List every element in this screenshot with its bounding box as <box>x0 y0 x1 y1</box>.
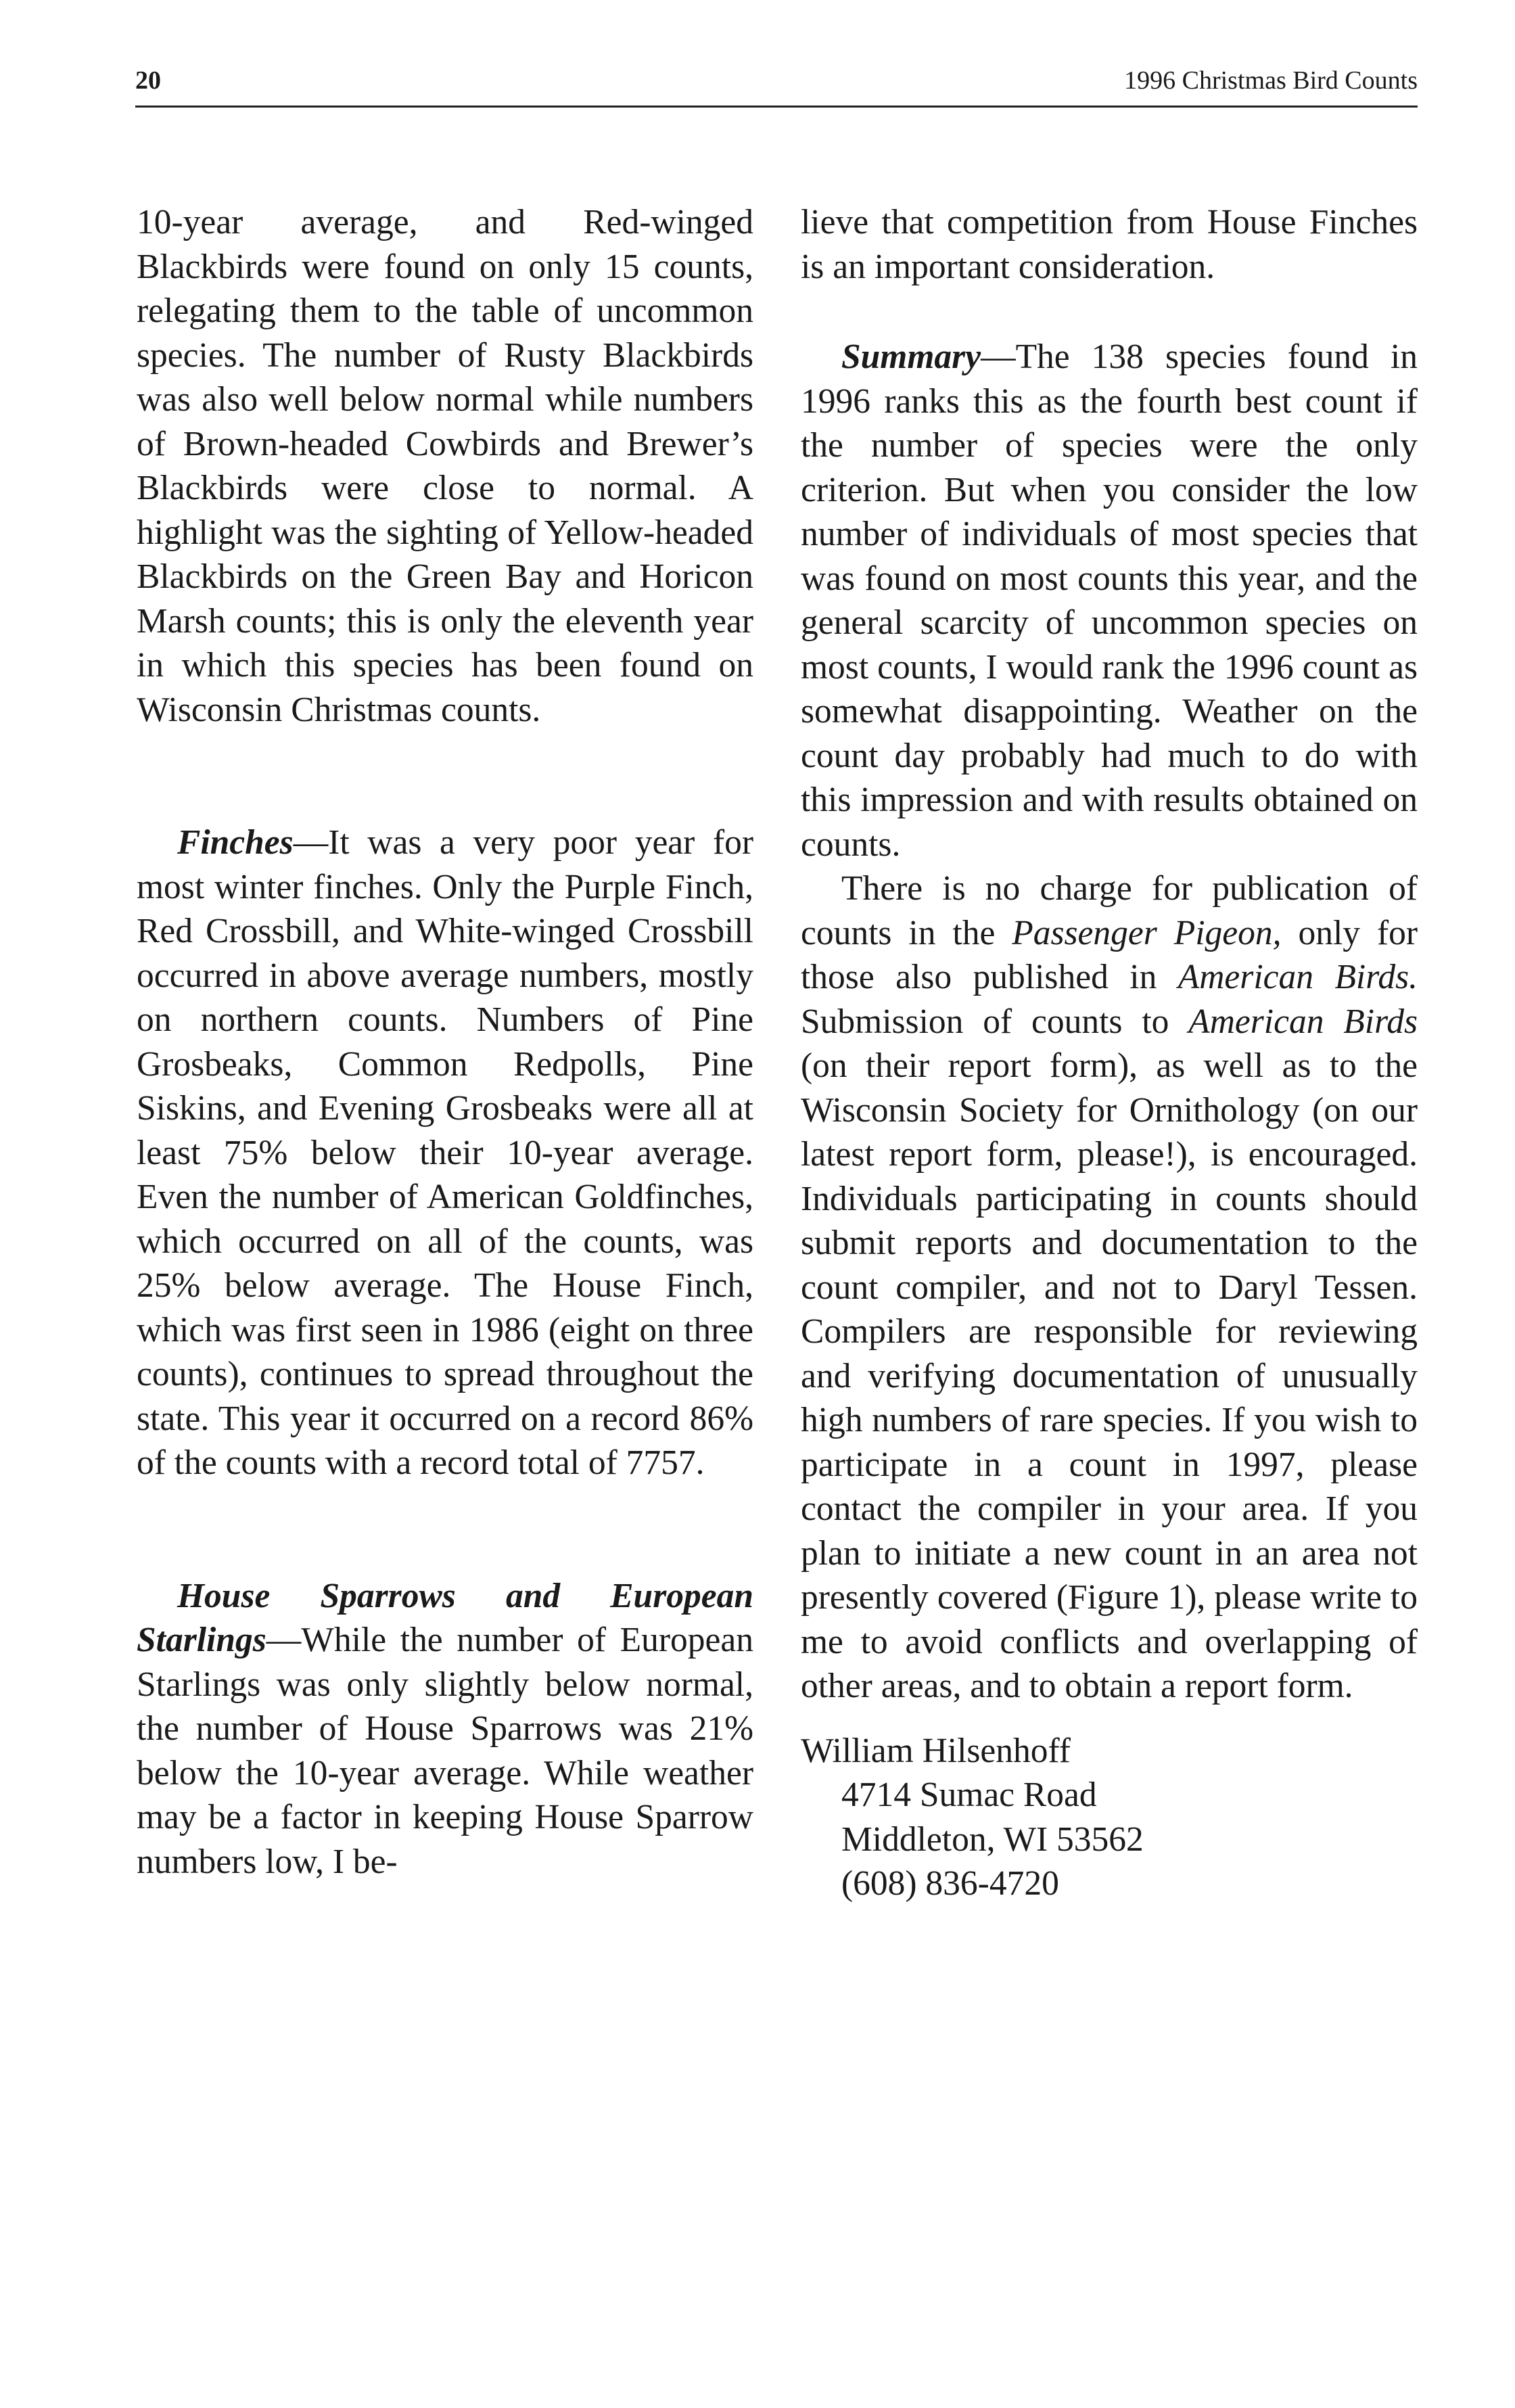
finches-heading: Finches <box>177 823 294 862</box>
competition-text: lieve that competition from House Finches is an important consideration. <box>801 203 1418 286</box>
left-column <box>137 200 753 1884</box>
page-number: 20 <box>135 66 161 95</box>
author-phone: (608) 836-4720 <box>841 1864 1059 1903</box>
american-birds-title: American Birds. <box>1178 958 1418 996</box>
publication-text-b: only for those also published in <box>801 913 1418 996</box>
finches-text: —It was a very poor year for most winter finches. Only the Purple Finch, Red Crossbill, and White-winged Crossbill occurred in above average numbers, mostly on northern counts. Numbers of Pine Grosbeaks, Common Redpolls, Pine Siskins, and Evening Grosbeaks were all at least 75% below their 10-year average. Even the number of American Goldfinches, which occurred on all of the counts, was 25% below average. The House Finch, which was first seen in 1986 (eight on three counts), continues to spread throughout the state. This year it occurred on a record 86% of the counts with a record total of 7757. <box>137 823 753 1482</box>
summary-paragraph <box>801 335 1418 866</box>
publication-paragraph <box>801 866 1418 1709</box>
author-name: William Hilsenhoff <box>801 1731 1071 1770</box>
competition-paragraph <box>801 200 1418 289</box>
passenger-pigeon-title: Passenger Pigeon, <box>1012 913 1282 952</box>
right-column <box>801 200 1418 1906</box>
blackbirds-text: 10-year average, and Red-winged Blackbirds were found on only 15 counts, relegating them to the table of uncommon species. The number of Rusty Blackbirds was also well below normal while numbers of Brown-headed Cowbirds and Brewer’s Blackbirds were close to normal. A highlight was the sighting of Yellow-headed Blackbirds on the Green Bay and Horicon Marsh counts; this is only the eleventh year in which this species has been found on Wisconsin Christmas counts. <box>137 203 753 729</box>
page-header <box>135 62 1418 108</box>
author-city: Middleton, WI 53562 <box>841 1820 1144 1859</box>
american-birds-title-2: American Birds <box>1188 1002 1418 1041</box>
blackbirds-paragraph <box>137 200 753 732</box>
publication-text-d: (on their report form), as well as to the Wisconsin Society for Ornithology (on our latest report form, please!), is encouraged. Individuals participating in counts should submit reports and documentation to the count compiler, and not to Daryl Tessen. Compilers are responsible for reviewing and verifying documentation of unusually high numbers of rare species. If you wish to participate in a count in 1997, please contact the compiler in your area. If you plan to initiate a new count in an area not presently covered (Figure 1), please write to me to avoid conflicts and overlapping of other areas, and to obtain a report form. <box>801 1046 1418 1705</box>
summary-text: —The 138 species found in 1996 ranks this as the fourth best count if the number of species were the only criterion. But when you consider the low number of individuals of most species that was found on most counts this year, and the general scarcity of uncommon species on most counts, I would rank the 1996 count as somewhat disappointing. Weather on the count day probably had much to do with this impression and with results obtained on counts. <box>801 338 1418 864</box>
author-street: 4714 Sumac Road <box>841 1776 1097 1814</box>
finches-paragraph <box>137 820 753 1485</box>
sparrows-heading: House Sparrows and European Starlings <box>137 1576 753 1659</box>
sparrows-paragraph <box>137 1574 753 1884</box>
running-title: 1996 Christmas Bird Counts <box>1124 66 1418 95</box>
sparrows-text: —While the number of European Starlings was only slightly below normal, the number of House Sparrows was 21% below the 10-year average. While weather may be a factor in keeping House Sparrow numbers low, I be- <box>137 1621 753 1881</box>
signature-block <box>801 1729 1418 1906</box>
publication-text-c: Submission of counts to <box>801 1002 1189 1041</box>
publication-text-a: There is no charge for publication of counts in the <box>801 869 1418 952</box>
summary-heading: Summary <box>841 338 981 376</box>
